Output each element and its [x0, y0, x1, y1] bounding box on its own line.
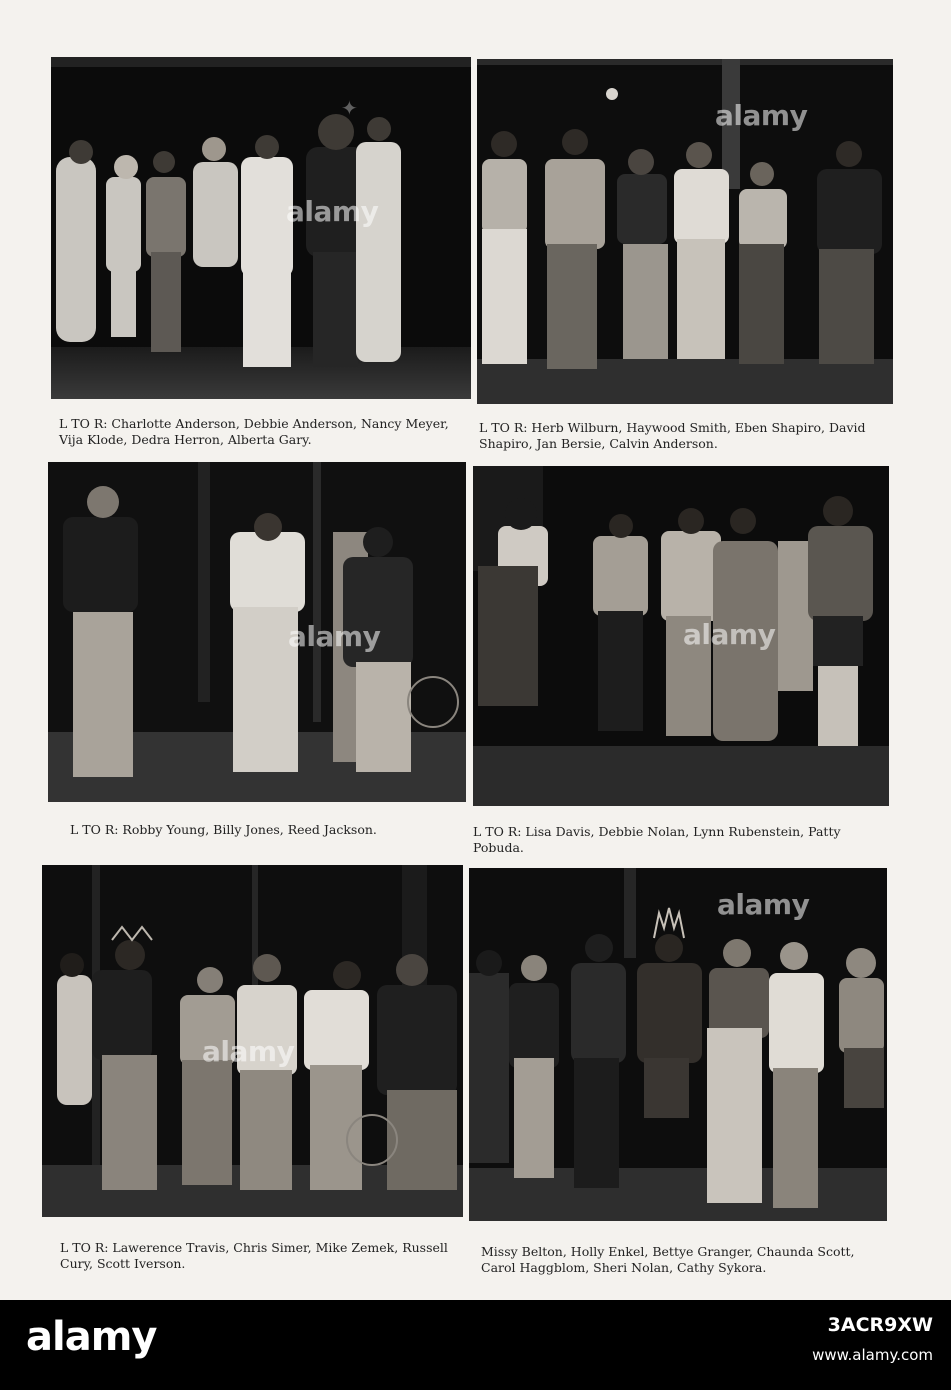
caption-5: L TO R: Lawerence Travis, Chris Simer, Mike Zemek, Russell Cury, Scott Iverson.	[60, 1240, 448, 1271]
caption-3: L TO R: Robby Young, Billy Jones, Reed Jackson.	[70, 822, 377, 837]
watermark: alamy	[202, 1035, 295, 1068]
photo-3	[48, 462, 466, 802]
alamy-logo: alamy	[26, 1314, 157, 1360]
site-url: www.alamy.com	[812, 1346, 933, 1364]
photo-4	[473, 466, 889, 806]
watermark: alamy	[288, 620, 381, 653]
watermark: alamy	[286, 195, 379, 228]
photo-2	[477, 59, 893, 404]
caption-1: L TO R: Charlotte Anderson, Debbie Anderson, Nancy Meyer, Vija Klode, Dedra Herron, Alberta Gary.	[59, 416, 449, 447]
watermark: alamy	[717, 888, 810, 921]
photo-1-art	[51, 57, 471, 399]
caption-4: L TO R: Lisa Davis, Debbie Nolan, Lynn Rubenstein, Patty Pobuda.	[473, 824, 841, 855]
photo-2-art	[477, 59, 893, 404]
photo-3-art	[48, 462, 466, 802]
photo-1	[51, 57, 471, 399]
svg-text:✦: ✦	[341, 96, 358, 120]
watermark: alamy	[683, 618, 776, 651]
caption-6: Missy Belton, Holly Enkel, Bettye Granger, Chaunda Scott, Carol Haggblom, Sheri Nolan, Cathy Sykora.	[481, 1244, 855, 1275]
photo-6-art	[469, 868, 887, 1221]
photo-6	[469, 868, 887, 1221]
image-id: 3ACR9XW	[827, 1314, 933, 1336]
photo-4-art	[473, 466, 889, 806]
caption-2: L TO R: Herb Wilburn, Haywood Smith, Eben Shapiro, David Shapiro, Jan Bersie, Calvin Anderson.	[479, 420, 866, 451]
photo-5	[42, 865, 463, 1217]
watermark: alamy	[715, 99, 808, 132]
